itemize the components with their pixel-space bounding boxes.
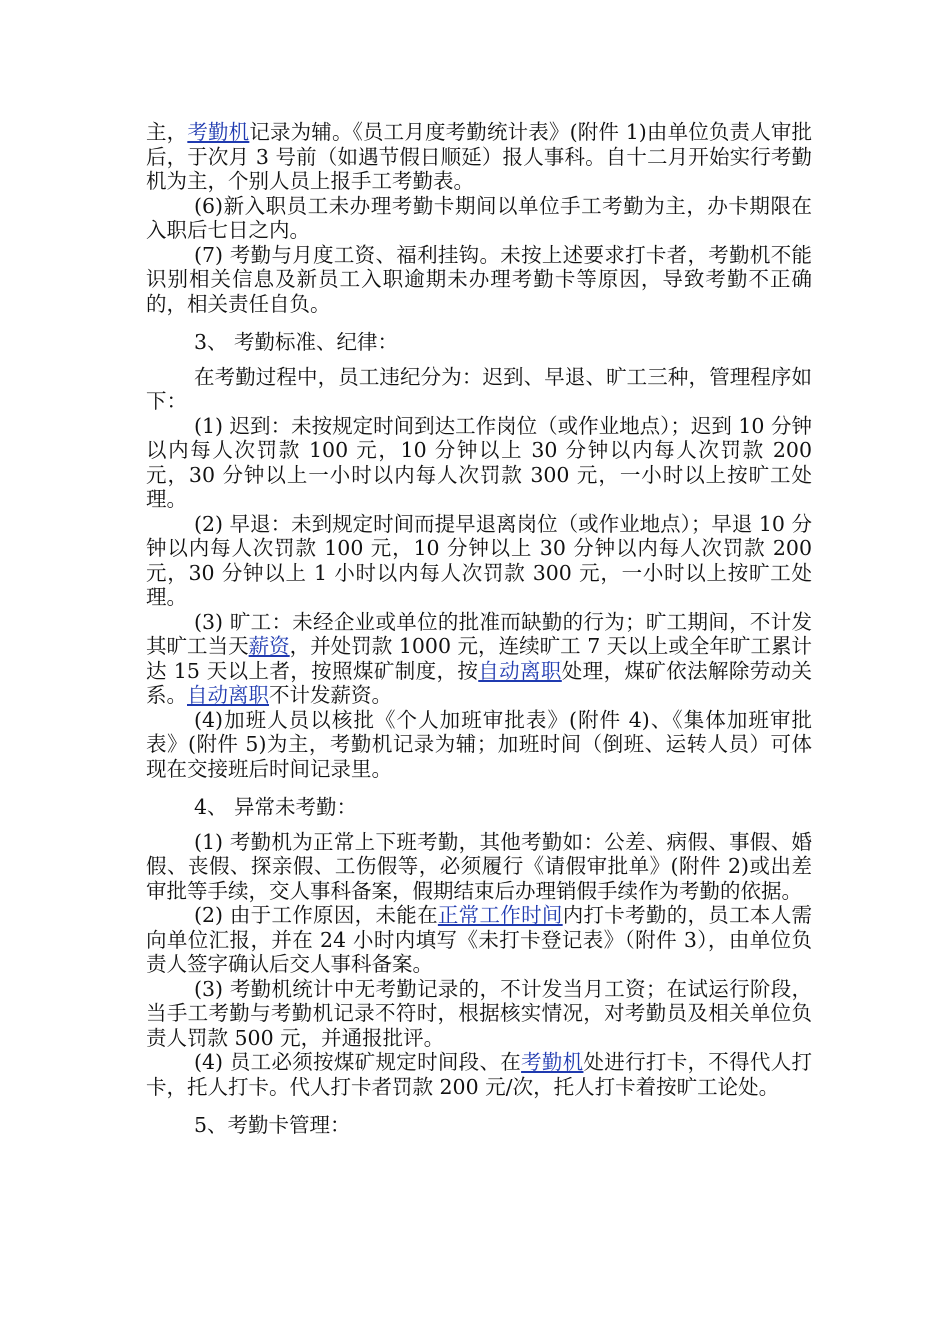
paragraph-no-record: (3) 考勤机统计中无考勤记录的，不计发当月工资；在试运行阶段，当手工考勤与考勤机记录不符时，根据核实情况，对考勤员及相关单位负责人罚款 500 元，并通报批评。: [146, 976, 812, 1050]
paragraph-late: (1) 迟到：未按规定时间到达工作岗位（或作业地点）；迟到 10 分钟以内每人次罚款 100 元，10 分钟以上 30 分钟以内每人次罚款 200 元，30 分钟以上一小时以内每人次罚款 300 元，一小时以上按旷工处理。: [146, 413, 812, 511]
text-run: 不计发薪资。: [269, 683, 392, 707]
paragraph-missed-punch: [146, 903, 812, 977]
paragraph-attendance-stats: [146, 120, 812, 194]
text-run: 处进行打卡，不得代人打卡，托人打卡。代人打卡者罚款 200 元/次，托人打卡着按旷工论处。: [146, 1050, 812, 1099]
paragraph-overtime: (4)加班人员以核批《个人加班审批表》(附件 4)、《集体加班审批表》(附件 5)为主，考勤机记录为辅；加班时间（倒班、运转人员）可体现在交接班后时间记录里。: [146, 707, 812, 781]
section-heading-4: 4、 异常未考勤：: [194, 795, 358, 819]
link-attendance-machine-2[interactable]: 考勤机: [521, 1050, 584, 1074]
link-auto-resignation[interactable]: 自动离职: [478, 658, 562, 683]
section-heading-3: 3、 考勤标准、纪律：: [194, 330, 399, 354]
text-run: 记录为辅。《员工月度考勤统计表》(附件 1)由单位负责人审批后，于次月 3 号前（如遇节假日顺延）报人事科。自十二月开始实行考勤机为主，个别人员上报手工考勤表。: [146, 120, 813, 193]
document-page: [146, 120, 812, 1148]
paragraph-leave: (1) 考勤机为正常上下班考勤，其他考勤如：公差、病假、事假、婚假、丧假、探亲假、工伤假等，必须履行《请假审批单》(附件 2)或出差审批等手续，交人事科备案，假期结束后办理销假手续作为考勤的依据。: [146, 829, 812, 903]
paragraph-item-6: (6)新入职员工未办理考勤卡期间以单位手工考勤为主，办卡期限在入职后七日之内。: [146, 193, 812, 242]
link-auto-resignation-2[interactable]: 自动离职: [187, 683, 269, 707]
text-run: 内打卡考勤的，员工本人需向单位汇报，并在 24 小时内填写《未打卡登记表》（附件 3），由单位负责人签字确认后交人事科备案。: [146, 903, 813, 976]
paragraph-early-leave: (2) 早退：未到规定时间而提早退离岗位（或作业地点）；早退 10 分钟以内每人次罚款 100 元，10 分钟以上 30 分钟以内每人次罚款 200 元，30 分钟以上 1 小时以内每人次罚款 300 元，一小时以上按旷工处理。: [146, 511, 812, 609]
link-salary[interactable]: 薪资: [248, 634, 290, 658]
text-run: 主，: [146, 120, 188, 144]
text-run: (3) 旷工：未经企业或单位的批准而缺勤的行为；旷工期间，不计发其旷工当天: [146, 609, 812, 658]
link-attendance-machine[interactable]: 考勤机: [187, 120, 250, 144]
text-run: (4) 员工必须按煤矿规定时间段、在: [194, 1050, 522, 1074]
text-run: 处理，煤矿依法解除劳动关系。: [146, 658, 813, 707]
link-normal-working-hours[interactable]: 正常工作时间: [437, 903, 563, 927]
text-run: ，并处罚款 1000 元，连续旷工 7 天以上或全年旷工累计达 15 天以上者，按照煤矿制度，按: [146, 634, 813, 683]
section-heading-5: 5、考勤卡管理：: [194, 1113, 351, 1137]
text-run: (2) 由于工作原因，未能在: [194, 903, 438, 927]
paragraph-absence: [146, 610, 812, 708]
paragraph-punch-rules: [146, 1050, 812, 1099]
paragraph-violation-intro: 在考勤过程中，员工违纪分为：迟到、早退、旷工三种，管理程序如下：: [146, 364, 812, 413]
paragraph-item-7: (7) 考勤与月度工资、福利挂钩。未按上述要求打卡者，考勤机不能识别相关信息及新员工入职逾期未办理考勤卡等原因，导致考勤不正确的，相关责任自负。: [146, 242, 812, 316]
